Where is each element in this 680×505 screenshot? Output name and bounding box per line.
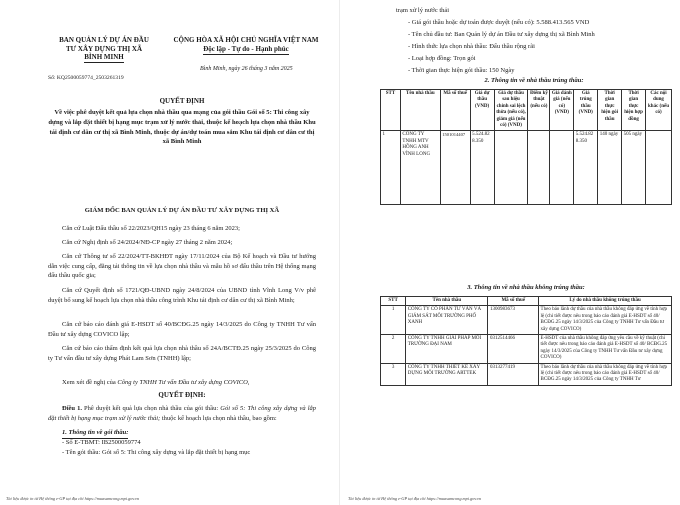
- nation-header: [162, 36, 330, 55]
- page-footer: Tài liệu được in từ Hệ thống e-GP tại địa chỉ https://muasamcong.mpi.gov.vn: [6, 496, 140, 501]
- table-cell: 1300983673: [488, 306, 539, 335]
- info-line: - Hình thức lựa chọn nhà thầu: Đấu thầu rộng rãi: [408, 43, 535, 50]
- agency-line: BÌNH MINH: [48, 53, 160, 63]
- basis-paragraph: Căn cứ báo cáo thẩm định kết quả lựa chọn nhà thầu số 24A/BCTĐ.25 ngày 25/3/2025 do Công ty Tư vấn đầu tư xây dựng Phát Lam Sơn (TNHH) lập;: [48, 345, 316, 362]
- table-cell: 140 ngày: [598, 131, 622, 205]
- table-cell: 5.524.828.350: [574, 131, 598, 205]
- table-cell: E-HSDT của nhà thầu không đáp ứng yêu cầu về kỹ thuật (chi tiết được nêu trong báo cáo đánh giá E-HSDT số 40/ BCĐG.25 ngày 14/3/2025 của Công ty TNHH Tư vấn Đầu tư xây dựng COVICO): [539, 335, 672, 364]
- agency-line: TƯ XÂY DỰNG THỊ XÃ: [65, 44, 143, 53]
- table-cell: 1501014407: [440, 131, 470, 205]
- section-1-heading: 1. Thông tin về gói thầu:: [48, 428, 316, 439]
- table-cell: [494, 131, 528, 205]
- page-footer: Tài liệu được in từ Hệ thống e-GP tại địa chỉ https://muasamcong.mpi.gov.vn: [348, 496, 482, 501]
- table-row: [381, 335, 672, 364]
- table-header: Các nội dung khác (nếu có): [646, 90, 672, 131]
- table-header: Giá trúng thầu (VND): [574, 90, 598, 131]
- info-line: - Thời gian thực hiện gói thầu: 150 Ngày: [408, 67, 515, 74]
- continuation-line: trạm xử lý nước thải: [396, 7, 450, 14]
- table-header-row: [381, 90, 672, 131]
- table-cell: 1: [381, 131, 401, 205]
- table-cell: [550, 131, 574, 205]
- basis-paragraph: Căn cứ Thông tư số 22/2024/TT-BKHĐT ngày 17/11/2024 của Bộ Kế hoạch và Đầu tư hướng dẫn việc cung cấp, đăng tải thông tin về lựa chọn nhà thầu và mẫu hồ sơ đấu thầu trên Hệ thống mạng đấu thầu quốc gia;: [48, 253, 316, 280]
- tbmt-line: - Số E-TBMT: IB2500059774: [62, 439, 141, 446]
- table-cell: CÔNG TY TNHH GIẢI PHÁP MÔI TRƯỜNG ĐẠI NAM: [406, 335, 488, 364]
- decide-heading: QUYẾT ĐỊNH:: [158, 391, 206, 399]
- table-cell: CÔNG TY TNHH MTV HỒNG ANH VĨNH LONG: [400, 131, 440, 205]
- winning-bidder-table: [380, 89, 672, 205]
- table-cell: Theo báo lãnh dự thầu của nhà thầu không đáp ứng về tính hợp lệ (chi tiết được nêu trong báo cáo đánh giá E-HSDT số 40/ BCĐG.25 ngày 14/3/2025 của Công ty TNHH Tư vấn Đầu tư xây dựng COVICO): [539, 306, 672, 335]
- table-row: [381, 363, 672, 385]
- doc-number: Số: KQ2500059774_2503261319: [48, 75, 124, 81]
- table-header: Thời gian thực hiện hợp đồng: [622, 90, 646, 131]
- losing-bidders-table: [380, 296, 672, 386]
- info-line: - Tên chủ đầu tư: Ban Quản lý dự án Đầu tư xây dựng thị xã Bình Minh: [408, 31, 595, 38]
- table-cell: CÔNG TY CỔ PHẦN TƯ VẤN VÀ GIÁM SÁT MÔI TRƯỜNG PHỐ XANH: [406, 306, 488, 335]
- table-header: Mã số thuế: [488, 297, 539, 306]
- table-cell: [528, 131, 550, 205]
- basis-paragraph: Căn cứ Quyết định số 1721/QĐ-UBND ngày 24/8/2024 của UBND tỉnh Vĩnh Long V/v phê duyệt bổ sung kế hoạch lựa chọn nhà thầu công trình Khu tái định cư dân cư thị xã Bình Minh;: [48, 287, 316, 304]
- table-cell: [646, 131, 672, 205]
- basis-paragraph: Căn cứ Nghị định số 24/2024/NĐ-CP ngày 27 tháng 2 năm 2024;: [62, 239, 233, 246]
- table-header: Giá dự thầu sau hiệu chỉnh sai lệch thừa (nếu có), giảm giá (nếu có) (VND): [494, 90, 528, 131]
- table-header: Giá đánh giá (nếu có) (VND): [550, 90, 574, 131]
- table-header: STT: [381, 90, 401, 131]
- table-header: Thời gian thực hiện gói thầu: [598, 90, 622, 131]
- table-cell: 0312514466: [488, 335, 539, 364]
- package-name-line: - Tên gói thầu: Gói số 5: Thi công xây dựng và lắp đặt thiết bị hạng mục: [62, 449, 251, 456]
- table-header: Tên nhà thầu: [406, 297, 488, 306]
- table-header: Lý do nhà thầu không trúng thầu: [539, 297, 672, 306]
- basis-paragraph: Căn cứ báo cáo đánh giá E-HSDT số 40/BCĐG.25 ngày 14/3/2025 do Công ty TNHH Tư vấn Đầu tư xây dựng COVICO lập;: [48, 321, 316, 338]
- table-header-row: [381, 297, 672, 306]
- table-header: Mã số thuế: [440, 90, 470, 131]
- decision-title: QUYẾT ĐỊNH: [159, 97, 205, 105]
- info-line: - Loại hợp đồng: Trọn gói: [408, 55, 476, 62]
- table-cell: 0313277419: [488, 363, 539, 385]
- table-row: [381, 306, 672, 335]
- motto: Độc lập - Tự do - Hạnh phúc: [162, 45, 330, 55]
- table-header: Giá dự thầu (VND): [470, 90, 494, 131]
- table-cell: Theo báo lãnh dự thầu của nhà thầu không đáp ứng về tính hợp lệ (chi tiết được nêu trong báo cáo đánh giá E-HSDT số 40/ BCĐG.25 ngày 14/3/2025 của Công ty TNHH Tư: [539, 363, 672, 385]
- section-3-heading: 3. Thông tin về nhà thầu không trúng thầu:: [467, 284, 585, 291]
- table-cell: 5.524.828.350: [470, 131, 494, 205]
- table-cell: 3: [381, 363, 406, 385]
- table-cell: 505 ngày: [622, 131, 646, 205]
- table-header: Điểm kỹ thuật (nếu có): [528, 90, 550, 131]
- table-cell: 1: [381, 306, 406, 335]
- info-line: - Giá gói thầu hoặc dự toán được duyệt (nếu có): 5.588.413.565 VND: [408, 19, 590, 26]
- table-row: [381, 131, 672, 205]
- decision-subject: Về việc phê duyệt kết quả lựa chọn nhà thầu qua mạng của gói thầu Gói số 5: Thi công xây dựng và lắp đặt thiết bị hạng mục trạm xử lý nước thải, thuộc kế hoạch lựa chọn nhà thầu Khu tái định cư dân cư thị xã Bình Minh, thuộc dự án/dự toán mua sắm Khu tái định cư dân cư thị xã Bình Minh: [48, 109, 316, 146]
- agency-line: BAN QUẢN LÝ DỰ ÁN ĐẦU: [59, 36, 149, 44]
- proposal-paragraph: Xem xét đề nghị của Công ty TNHH Tư vấn Đầu tư xây dựng COVICO,: [62, 379, 250, 386]
- nation-name: CỘNG HÒA XÃ HỘI CHỦ NGHĨA VIỆT NAM: [173, 36, 319, 44]
- table-cell: 2: [381, 335, 406, 364]
- article-1: Điều 1. Phê duyệt kết quả lựa chọn nhà thầu của gói thầu: Gói số 5: Thi công xây dựng và lắp đặt thiết bị hạng mục trạm xử lý nước thải; thuộc kế hoạch lựa chọn nhà thầu, bao gồm:: [48, 405, 317, 422]
- table-header: STT: [381, 297, 406, 306]
- document-page-2: [340, 0, 680, 505]
- section-2-heading: 2. Thông tin về nhà thầu trúng thầu:: [484, 77, 584, 84]
- agency-header: [48, 36, 160, 63]
- basis-paragraph: Căn cứ Luật Đấu thầu số 22/2023/QH15 ngày 23 tháng 6 năm 2023;: [62, 225, 240, 232]
- date-line: Bình Minh, ngày 26 tháng 3 năm 2025: [200, 66, 293, 72]
- authority-title: GIÁM ĐỐC BAN QUẢN LÝ DỰ ÁN ĐẦU TƯ XÂY DỰNG THỊ XÃ: [84, 207, 280, 214]
- table-cell: CÔNG TY TNHH THIẾT KẾ XÂY DỰNG MÔI TRƯỜNG ARTTEK: [406, 363, 488, 385]
- table-header: Tên nhà thầu: [400, 90, 440, 131]
